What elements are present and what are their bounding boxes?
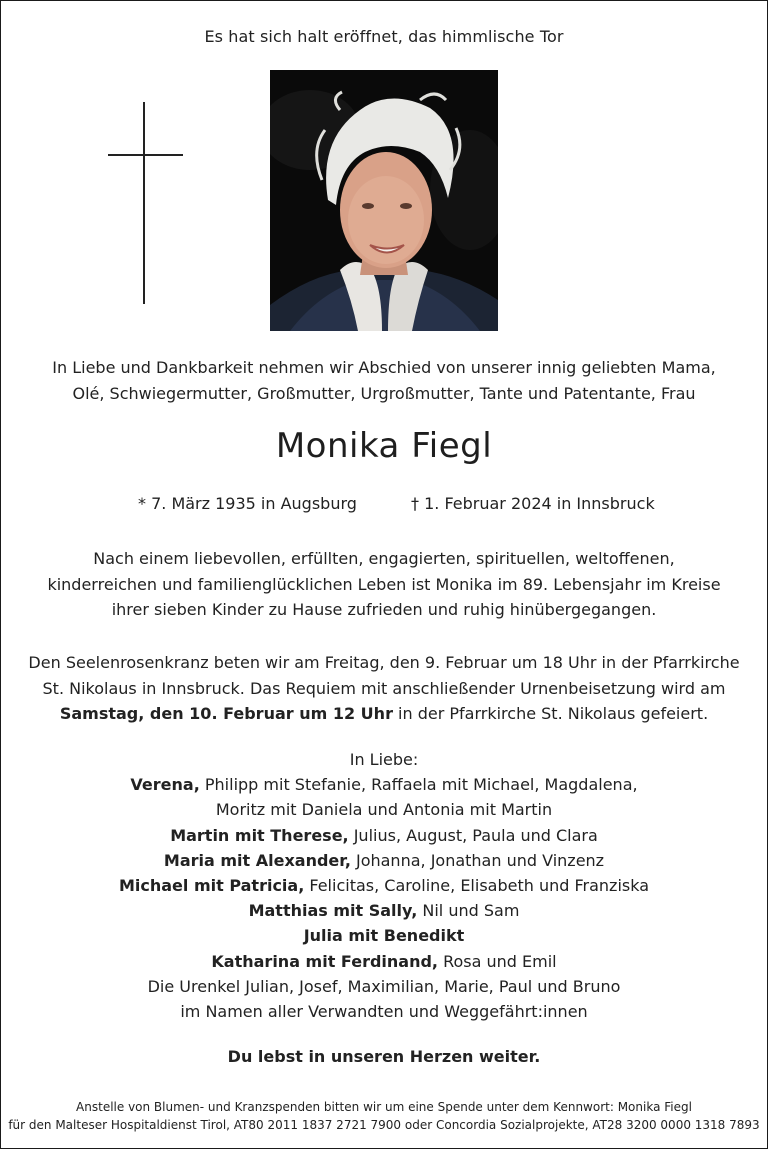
family-line: Julia mit Benedikt: [303, 926, 465, 946]
donation-footer: Anstelle von Blumen- und Kranzspenden bitten wir um eine Spende unter dem Kennwort: Monika Fiegl für den Malteser Hospitaldienst Tirol, AT80 2011 1837 2721 7900 oder Concordia Sozialprojekte, AT28 3200 0000 1318 7893: [8, 1100, 760, 1132]
motto: Es hat sich halt eröffnet, das himmlische Tor: [204, 27, 564, 46]
deceased-name: Monika Fiegl: [275, 426, 493, 466]
family-line: In Liebe:: [349, 750, 419, 769]
birth-date: * 7. März 1935 in Augsburg: [138, 494, 357, 513]
paragraph-services: Den Seelenrosenkranz beten wir am Freitag, den 9. Februar um 18 Uhr in der Pfarrkirche St. Nikolaus in Innsbruck. Das Requiem mit anschließender Urnenbeisetzung wird am Samstag, den 10. Februar um 12 Uhr in der Pfarrkirche St. Nikolaus gefeiert.: [28, 653, 740, 723]
family-list: [1, 747, 767, 1024]
family-line: Maria mit Alexander, Johanna, Jonathan und Vinzenz: [163, 850, 605, 870]
paragraph-life: Nach einem liebevollen, erfüllten, engagierten, spirituellen, weltoffenen, kinderreichen und familienglücklichen Leben ist Monika im 89. Lebensjahr im Kreise ihrer sieben Kinder zu Hause zufrieden und ruhig hinübergegangen.: [47, 549, 721, 619]
family-line: Moritz mit Daniela und Antonia mit Martin: [215, 800, 553, 820]
family-line: im Namen aller Verwandten und Weggefährt:innen: [180, 1002, 588, 1022]
family-line: Michael mit Patricia, Felicitas, Caroline, Elisabeth und Franziska: [118, 876, 650, 896]
family-line: Katharina mit Ferdinand, Rosa und Emil: [211, 951, 557, 971]
cross-icon: [108, 102, 183, 304]
death-date: † 1. Februar 2024 in Innsbruck: [411, 494, 655, 513]
intro-text: In Liebe und Dankbarkeit nehmen wir Abschied von unserer innig geliebten Mama, Olé, Schwiegermutter, Großmutter, Urgroßmutter, Tante und Patentante, Frau: [52, 358, 716, 403]
family-line: Die Urenkel Julian, Josef, Maximilian, Marie, Paul und Bruno: [147, 976, 621, 996]
family-line: Matthias mit Sally, Nil und Sam: [248, 901, 520, 921]
family-line: Verena, Philipp mit Stefanie, Raffaela mit Michael, Magdalena,: [130, 775, 638, 795]
family-line: Martin mit Therese, Julius, August, Paula und Clara: [170, 825, 598, 845]
closing-line: Du lebst in unseren Herzen weiter.: [227, 1047, 541, 1066]
portrait-photo: [270, 70, 498, 331]
